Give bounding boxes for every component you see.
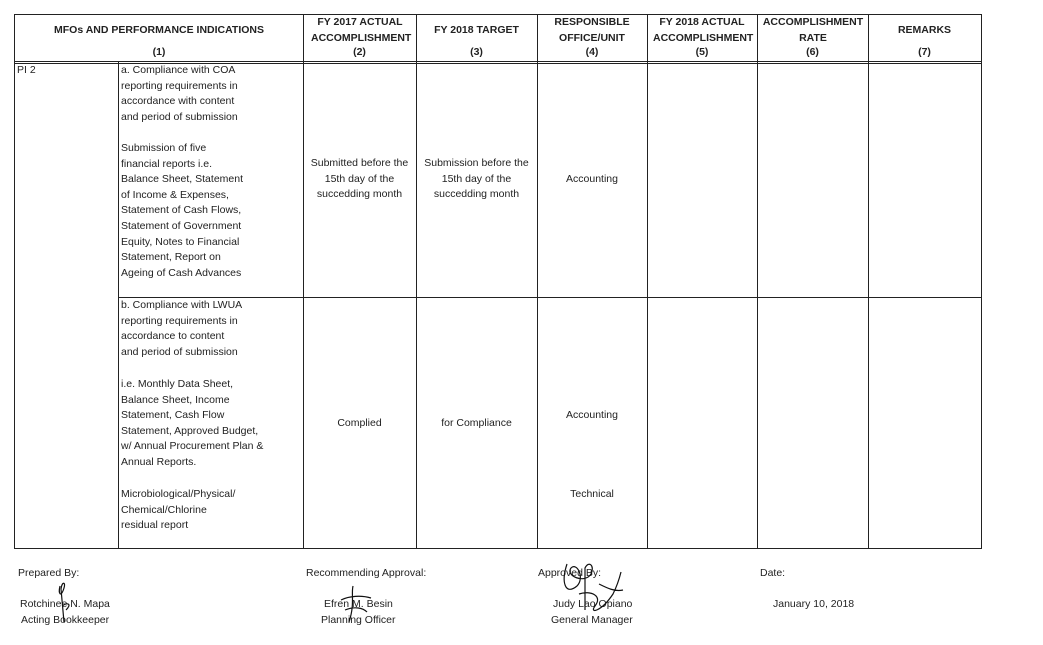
header-fy2018-actual-num: (5) bbox=[695, 46, 709, 58]
header-target-num: (3) bbox=[470, 46, 483, 58]
header-office-num: (4) bbox=[585, 46, 599, 58]
prepared-by-label: Prepared By: bbox=[18, 567, 80, 579]
prepared-by-title: Acting Bookkeeper bbox=[21, 614, 110, 626]
row-a-indicator: a. Compliance with COA reporting requirements in accordance with content and period of submission bbox=[121, 64, 238, 123]
header-accomplishment-rate: ACCOMPLISHMENT RATE bbox=[762, 16, 864, 44]
recommending-name: Efren M. Besin bbox=[324, 598, 393, 610]
approved-by-name: Judy Lao Opiano bbox=[553, 598, 633, 610]
header-fy2018-actual: FY 2018 ACTUAL ACCOMPLISHMENT bbox=[653, 16, 754, 44]
header-mfos: MFOs AND PERFORMANCE INDICATIONS bbox=[54, 24, 264, 36]
recommending-approval-label: Recommending Approval: bbox=[306, 567, 427, 579]
header-remarks: REMARKS bbox=[897, 24, 952, 36]
row-b-fy2017: Complied bbox=[337, 417, 382, 429]
header-office: RESPONSIBLE OFFICE/UNIT bbox=[554, 16, 630, 44]
approved-by-title: General Manager bbox=[551, 614, 633, 626]
date-value: January 10, 2018 bbox=[773, 598, 855, 610]
row-b-indicator: b. Compliance with LWUA reporting requirements in accordance to content and period of submission bbox=[121, 299, 243, 358]
prepared-by-name: Rotchinee N. Mapa bbox=[20, 598, 110, 610]
header-fy2017-num: (2) bbox=[353, 46, 366, 58]
header-accomplishment-rate-num: (6) bbox=[806, 46, 819, 58]
row-a-fy2017: Submitted before the 15th day of the succedding month bbox=[310, 157, 409, 201]
signature-mapa bbox=[52, 580, 92, 630]
row-b-office: Accounting bbox=[566, 409, 618, 421]
header-mfos-num: (1) bbox=[152, 46, 166, 58]
signature-besin bbox=[335, 582, 375, 627]
row-a-target: Submission before the 15th day of the succedding month bbox=[424, 157, 529, 201]
signature-opiano bbox=[555, 554, 635, 626]
approved-by-label: Approved By: bbox=[538, 567, 602, 579]
row-b-office-technical: Technical bbox=[570, 488, 614, 500]
row-a-detail: Submission of five financial reports i.e. Balance Sheet, Statement of Income & Expenses, Statement of Cash Flows, Statement of Government Equity, Notes to Financial Statement, Report on Ageing of Cash Advances bbox=[121, 142, 243, 279]
recommending-title: Planning Officer bbox=[321, 614, 396, 626]
date-label: Date: bbox=[760, 567, 786, 579]
header-target: FY 2018 TARGET bbox=[434, 24, 519, 36]
pi-label: PI 2 bbox=[17, 64, 36, 76]
header-fy2017: FY 2017 ACTUAL ACCOMPLISHMENT bbox=[311, 16, 412, 44]
row-b-detail: i.e. Monthly Data Sheet, Balance Sheet, Income Statement, Cash Flow Statement, Approved Budget, w/ Annual Procurement Plan & Annual Reports. bbox=[121, 378, 264, 468]
row-a-office: Accounting bbox=[566, 173, 618, 185]
row-b-micro: Microbiological/Physical/ Chemical/Chlorine residual report bbox=[121, 488, 236, 532]
row-b-target: for Compliance bbox=[441, 417, 512, 429]
header-remarks-num: (7) bbox=[918, 46, 931, 58]
